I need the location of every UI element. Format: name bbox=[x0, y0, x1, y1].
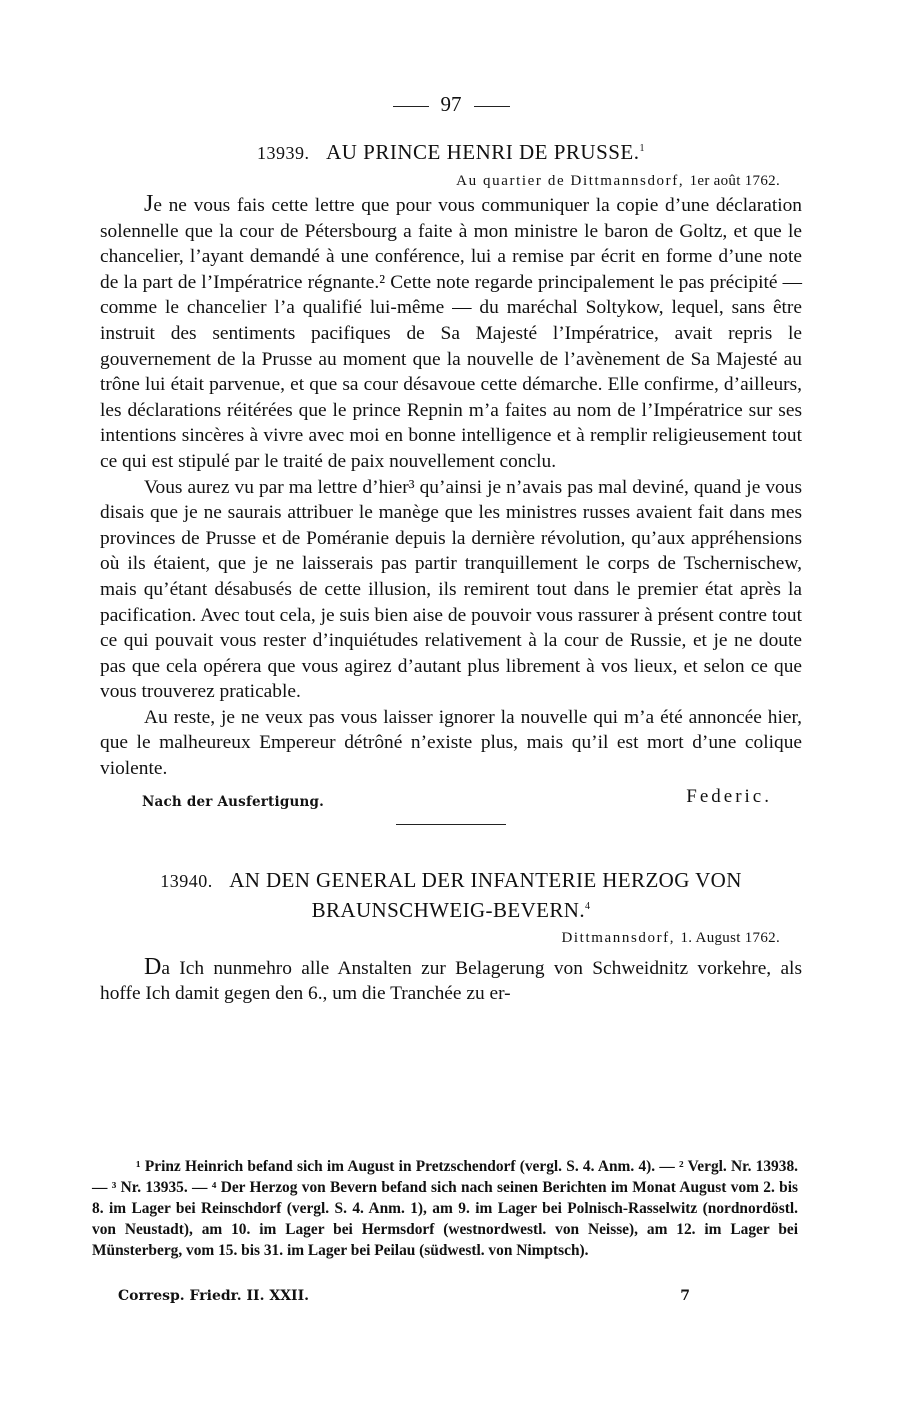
separator-rule bbox=[396, 824, 506, 825]
letter1-dateline-place: Au quartier de Dittmannsdorf, bbox=[456, 173, 685, 189]
dash-right bbox=[474, 106, 510, 107]
letter2-title-row-1 bbox=[100, 867, 802, 894]
letter1-paragraph-2: Vous aurez vu par ma lettre d’hier³ qu’ainsi je n’avais pas mal deviné, quand je vous disais que je ne saurais attribuer le manège que les ministres russes avaient fait dans mes provinces de Prusse et de Poméranie depuis la dernière révolution, qu’aux appréhensions où ils étaient, que je ne laisserais pas partir tranquillement le corps de Tschernischew, mais qu’étant désabusés de cette illusion, ils remirent tout dans le premier état après la pacification. Avec tout cela, je suis bien aise de pouvoir vous rassurer à présent contre tout ce qui pouvait vous rester d’inquiétudes relativement à la cour de Russie, et je ne doute pas que cela opérera que vous agirez d’autant plus librement à vos lieux, et selon ce que vous trouverez praticable. bbox=[100, 476, 802, 703]
letter1-dateline bbox=[100, 170, 802, 192]
letter2-title-note: 4 bbox=[585, 900, 591, 912]
letter2-heading bbox=[100, 867, 802, 923]
letter1-source: Nach der Ausfertigung. bbox=[142, 793, 325, 810]
letter1-closing bbox=[100, 784, 802, 814]
letter2-dateline bbox=[100, 927, 802, 949]
letter1-dateline-day: 1er août 1762. bbox=[689, 173, 780, 189]
page-number-row bbox=[100, 88, 802, 120]
letter1-number: 13939. bbox=[256, 143, 310, 163]
page-number: 97 bbox=[440, 92, 462, 116]
letter1-paragraph-3: Au reste, je ne veux pas vous laisser ignorer la nouvelle qui m’a été annoncée hier, que le malheureux Empereur détrôné n’existe plus, mais qu’il est mort d’une colique violente. bbox=[100, 706, 802, 780]
letter1-paragraph-1: Je ne vous fais cette lettre que pour vous communiquer la copie d’une déclaration solennelle que la cour de Pétersbourg a faite à mon ministre le baron de Goltz, et que le chancelier, l’ayant demandé à une conférence, lui a remise par écrit en forme d’une note de la part de l’Impératrice régnante.² Cette note regarde principalement le pas précipité — comme le chancelier l’a qualifié lui-même — du maréchal Soltykow, lequel, sans être instruit des sentiments pacifiques de Sa Majesté l’Impératrice, avait repris le gouvernement de la Prusse au moment que la nouvelle de l’avènement de Sa Majesté au trône lui était parvenue, et que sa cour désavoue cette démarche. Elle confirme, d’ailleurs, les déclarations réitérées que le prince Repnin m’a faites au nom de l’Impératrice sur ses intentions sincères à vivre avec moi en bonne intelligence et à remplir religieusement tout ce qui est stipulé par le traité de paix nouvellement conclu. bbox=[100, 191, 802, 472]
footer-signature: Corresp. Friedr. II. XXII. bbox=[118, 1288, 310, 1304]
letter1-title: AU PRINCE HENRI DE PRUSSE. bbox=[326, 140, 640, 164]
letter2-number: 13940. bbox=[160, 870, 213, 891]
footer-sheet-number: 7 bbox=[680, 1288, 690, 1304]
footnotes bbox=[92, 1156, 798, 1261]
letter1-title-note: 1 bbox=[639, 143, 646, 154]
letter2-title-line1: AN DEN GENERAL DER INFANTERIE HERZOG VON bbox=[229, 867, 742, 892]
dash-left bbox=[393, 106, 429, 107]
letter2-body bbox=[100, 955, 802, 1007]
footnotes-text: ¹ Prinz Heinrich befand sich im August in Pretzschendorf (vergl. S. 4. Anm. 4). — ² Vergl. Nr. 13938. — ³ Nr. 13935. — ⁴ Der Herzog von Bevern befand sich nach seinen Berichten im Monat August vom 2. bis 8. im Lager bei Reinschdorf (vergl. S. 4. Anm. 1), am 9. im Lager bei Polnisch-Rasselwitz (nordnordöstl. von Neustadt), am 10. im Lager bei Hermsdorf (westnordwestl. von Neisse), am 12. im Lager bei Münsterberg, vom 15. bis 31. im Lager bei Peilau (südwestl. von Nimptsch). bbox=[92, 1158, 798, 1259]
letter2-paragraph-1: Da Ich nunmehro alle Anstalten zur Belagerung von Schweidnitz vorkehre, als hoffe Ich damit gegen den 6., um die Tranchée zu er- bbox=[100, 953, 802, 1005]
letter2-title-line2: BRAUNSCHWEIG-BEVERN. bbox=[311, 897, 585, 922]
letter1-body bbox=[100, 192, 802, 782]
letter1-heading bbox=[100, 136, 802, 166]
letter2-title-row-2 bbox=[100, 894, 802, 923]
page-footer bbox=[118, 1288, 690, 1304]
page bbox=[100, 88, 802, 1007]
letter2-dateline-place: Dittmannsdorf, bbox=[561, 929, 676, 946]
letter2-dateline-day: 1. August 1762. bbox=[680, 929, 780, 946]
letter1-signature: Federic. bbox=[686, 785, 772, 807]
